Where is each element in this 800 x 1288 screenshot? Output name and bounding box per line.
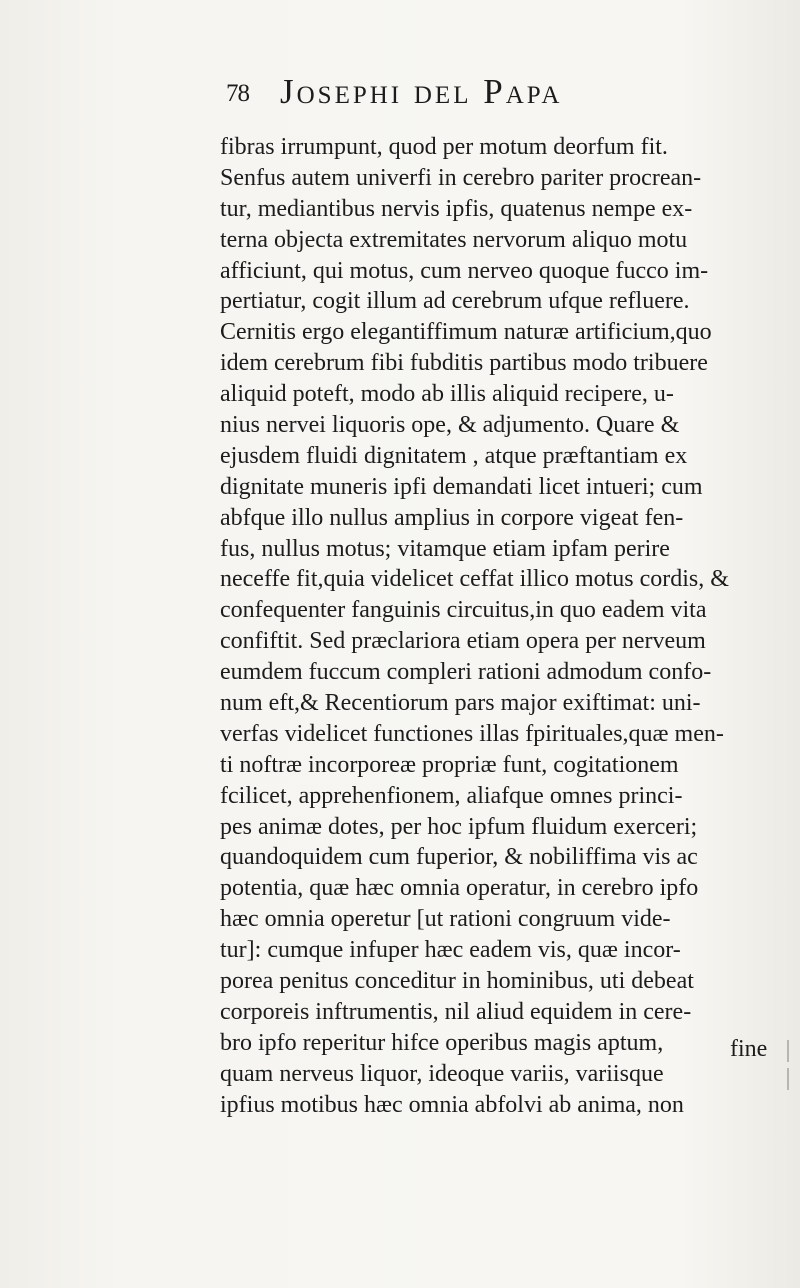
text-line: verfas videlicet functiones illas fpirituales,quæ men- — [220, 720, 724, 747]
text-line: potentia, quæ hæc omnia operatur, in cerebro ipfo — [220, 875, 699, 902]
margin-bracket-mark — [787, 1068, 789, 1090]
text-line: terna objecta extremitates nervorum aliquo motu — [220, 226, 688, 253]
text-line: quam nerveus liquor, ideoque variis, variisque — [220, 1060, 664, 1087]
text-line: confiftit. Sed præclariora etiam opera per nerveum — [220, 628, 706, 655]
text-line: corporeis inftrumentis, nil aliud equidem in cere- — [220, 998, 692, 1025]
text-line: dignitate muneris ipfi demandati licet intueri; cum — [220, 473, 703, 500]
text-line: fcilicet, apprehenfionem, aliafque omnes princi- — [220, 782, 683, 809]
text-line: idem cerebrum fibi fubditis partibus modo tribuere — [220, 350, 708, 377]
text-line: eumdem fuccum compleri rationi admodum confo- — [220, 659, 712, 686]
text-line: num eft,& Recentiorum pars major exiftimat: uni- — [220, 690, 701, 717]
text-line: bro ipfo reperitur hifce operibus magis aptum, — [220, 1029, 664, 1056]
text-line: confequenter fanguinis circuitus,in quo eadem vita — [220, 597, 707, 624]
body-text — [220, 132, 780, 1121]
text-line: ejusdem fluidi dignitatem , atque præftantiam ex — [220, 442, 688, 469]
margin-bracket-mark — [787, 1040, 789, 1062]
text-line: neceffe fit,quia videlicet ceffat illico motus cordis, & — [220, 566, 729, 593]
page-header — [226, 72, 706, 122]
text-line: afficiunt, qui motus, cum nerveo quoque fucco im- — [220, 257, 709, 284]
text-line: nius nervei liquoris ope, & adjumento. Quare & — [220, 412, 680, 439]
text-line: quandoquidem cum fuperior, & nobiliffima vis ac — [220, 844, 698, 871]
text-line: tur]: cumque infuper hæc eadem vis, quæ incor- — [220, 937, 681, 964]
text-line: aliquid poteft, modo ab illis aliquid recipere, u- — [220, 381, 674, 408]
page-number: 78 — [226, 80, 249, 107]
text-line: ti noftræ incorporeæ propriæ funt, cogitationem — [220, 751, 679, 778]
text-line: Senfus autem univerfi in cerebro pariter procrean- — [220, 164, 702, 191]
text-line: pes animæ dotes, per hoc ipfum fluidum exerceri; — [220, 813, 698, 840]
text-line: ipfius motibus hæc omnia abfolvi ab anima, non — [220, 1091, 684, 1118]
text-line: abfque illo nullus amplius in corpore vigeat fen- — [220, 504, 684, 531]
running-head: Josephi del Papa — [280, 72, 563, 111]
text-line: hæc omnia operetur [ut rationi congruum vide- — [220, 906, 671, 933]
text-line: fus, nullus motus; vitamque etiam ipfam perire — [220, 535, 670, 562]
text-line: fibras irrumpunt, quod per motum deorfum fit. — [220, 134, 668, 160]
text-line: tur, mediantibus nervis ipfis, quatenus nempe ex- — [220, 195, 693, 222]
text-line: pertiatur, cogit illum ad cerebrum ufque refluere. — [220, 288, 690, 315]
catchword: fine — [730, 1036, 768, 1062]
text-line: porea penitus conceditur in hominibus, uti debeat — [220, 968, 694, 995]
text-line: Cernitis ergo elegantiffimum naturæ artificium,quo — [220, 319, 712, 346]
